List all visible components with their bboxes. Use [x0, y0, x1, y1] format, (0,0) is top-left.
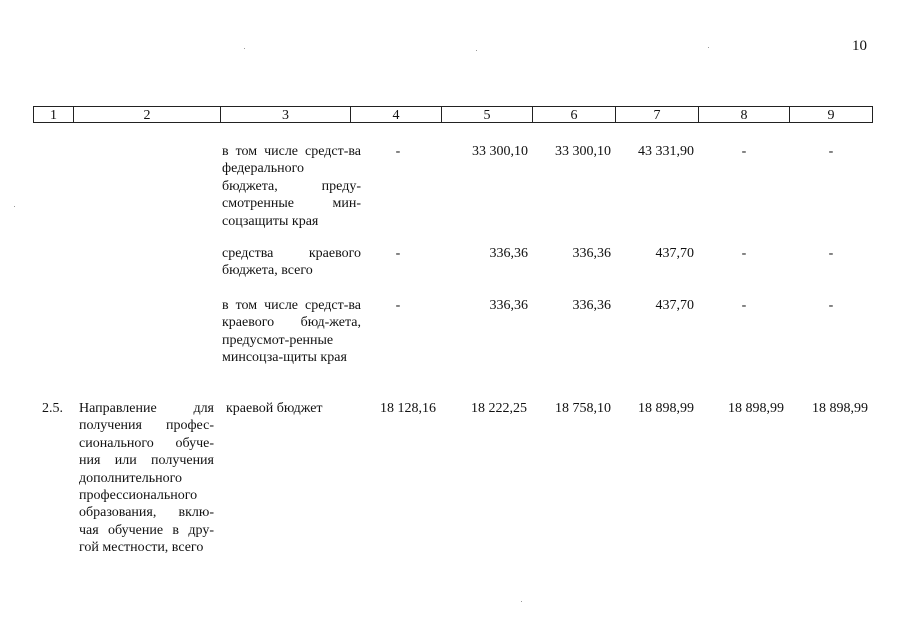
scan-speck	[476, 50, 477, 51]
scan-speck	[708, 47, 709, 48]
value-col-6: 33 300,10	[555, 144, 611, 159]
measure-name: Направление для получения профес-сионального обуче-ния или получения дополнительного профессионального образования, вклю-чая обучение в дру-гой местности, всего	[79, 401, 214, 556]
value-col-9: -	[828, 298, 834, 313]
value-col-5: 33 300,10	[472, 144, 528, 159]
header-col-2: 2	[74, 106, 221, 123]
funding-source: в том числе средст-ва федерального бюджета, преду-смотренные мин-соцзащиты края	[222, 144, 361, 229]
value-col-4: -	[395, 298, 401, 313]
funding-source: средства краевого бюджета, всего	[222, 246, 361, 279]
header-col-9: 9	[790, 106, 873, 123]
page-number: 10	[852, 38, 867, 54]
value-col-6: 336,36	[572, 298, 611, 313]
value-col-9: -	[828, 144, 834, 159]
value-col-7: 437,70	[655, 246, 694, 261]
value-col-4: 18 128,16	[380, 401, 436, 416]
funding-source: краевой бюджет	[226, 401, 323, 416]
value-col-4: -	[395, 246, 401, 261]
value-col-9: 18 898,99	[812, 401, 868, 416]
value-col-8: -	[741, 246, 747, 261]
header-col-7: 7	[616, 106, 699, 123]
header-col-1: 1	[33, 106, 74, 123]
value-col-5: 18 222,25	[471, 401, 527, 416]
value-col-4: -	[395, 144, 401, 159]
value-col-8: -	[741, 144, 747, 159]
value-col-8: -	[741, 298, 747, 313]
scan-speck	[521, 601, 522, 602]
header-col-8: 8	[699, 106, 790, 123]
scan-speck	[14, 206, 15, 207]
value-col-5: 336,36	[489, 246, 528, 261]
value-col-7: 43 331,90	[638, 144, 694, 159]
value-col-8: 18 898,99	[728, 401, 784, 416]
value-col-6: 336,36	[572, 246, 611, 261]
header-col-4: 4	[351, 106, 442, 123]
header-col-5: 5	[442, 106, 533, 123]
row-number: 2.5.	[42, 401, 63, 416]
funding-source: в том числе средст-ва краевого бюд-жета, предусмот-ренные минсоцза-щиты края	[222, 298, 361, 366]
value-col-5: 336,36	[489, 298, 528, 313]
scan-speck	[244, 48, 245, 49]
header-col-6: 6	[533, 106, 616, 123]
value-col-7: 437,70	[655, 298, 694, 313]
value-col-9: -	[828, 246, 834, 261]
value-col-7: 18 898,99	[638, 401, 694, 416]
value-col-6: 18 758,10	[555, 401, 611, 416]
header-col-3: 3	[221, 106, 351, 123]
